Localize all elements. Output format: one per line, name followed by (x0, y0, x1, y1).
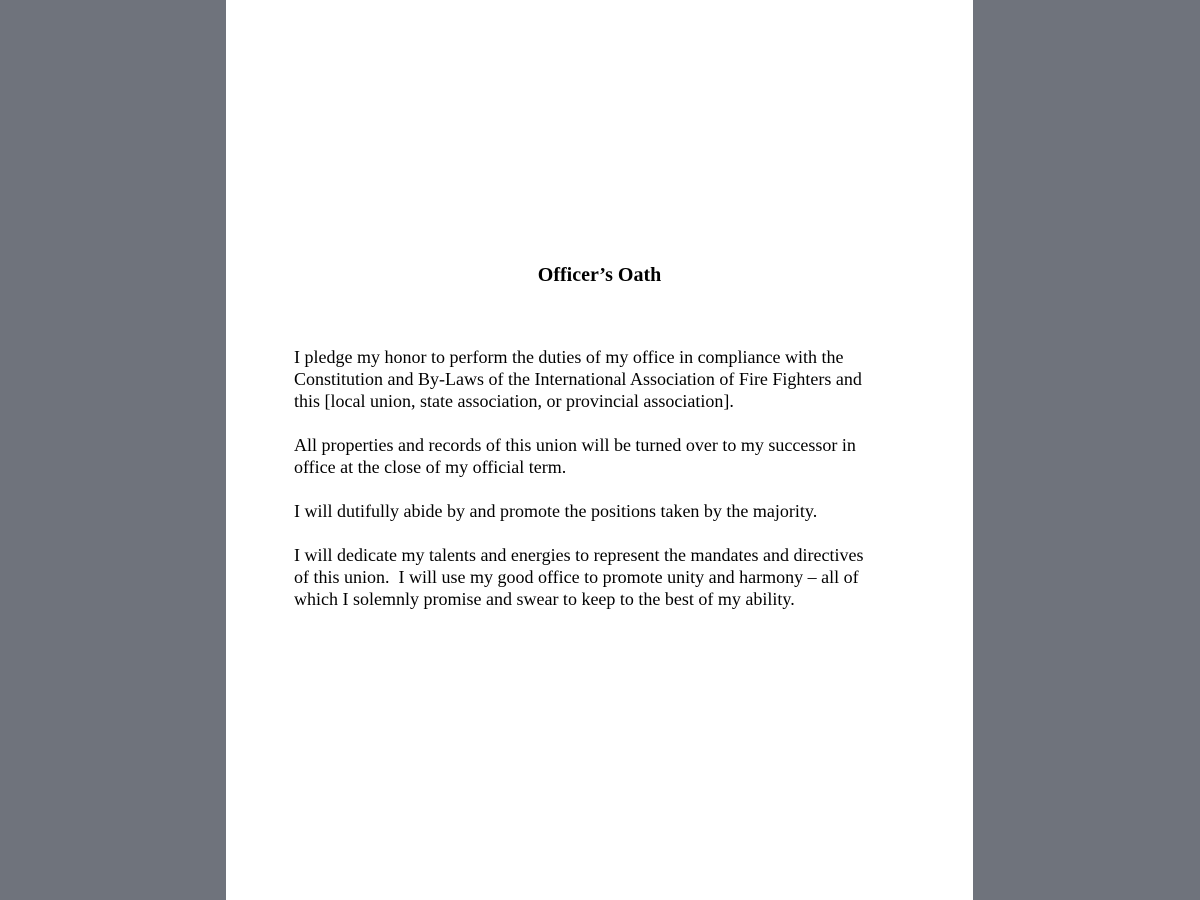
paragraph-line: I pledge my honor to perform the duties of my office in compliance with the (294, 347, 844, 367)
paragraph-majority (294, 500, 914, 522)
document-body (294, 346, 914, 632)
paragraph-line: office at the close of my official term. (294, 457, 567, 477)
paragraph-line: Constitution and By-Laws of the International Association of Fire Fighters and (294, 369, 862, 389)
paragraph-line: of this union. I will use my good office to promote unity and harmony – all of (294, 567, 859, 587)
paragraph-properties (294, 434, 914, 478)
paragraph-line: I will dutifully abide by and promote the positions taken by the majority. (294, 501, 818, 521)
paragraph-line: I will dedicate my talents and energies to represent the mandates and directives (294, 545, 864, 565)
paragraph-pledge (294, 346, 914, 412)
paragraph-dedication (294, 544, 914, 610)
document-page (226, 0, 973, 900)
document-title: Officer’s Oath (537, 264, 662, 286)
paragraph-line: this [local union, state association, or provincial association]. (294, 391, 734, 411)
paragraph-line: All properties and records of this union will be turned over to my successor in (294, 435, 856, 455)
paragraph-line: which I solemnly promise and swear to keep to the best of my ability. (294, 589, 795, 609)
